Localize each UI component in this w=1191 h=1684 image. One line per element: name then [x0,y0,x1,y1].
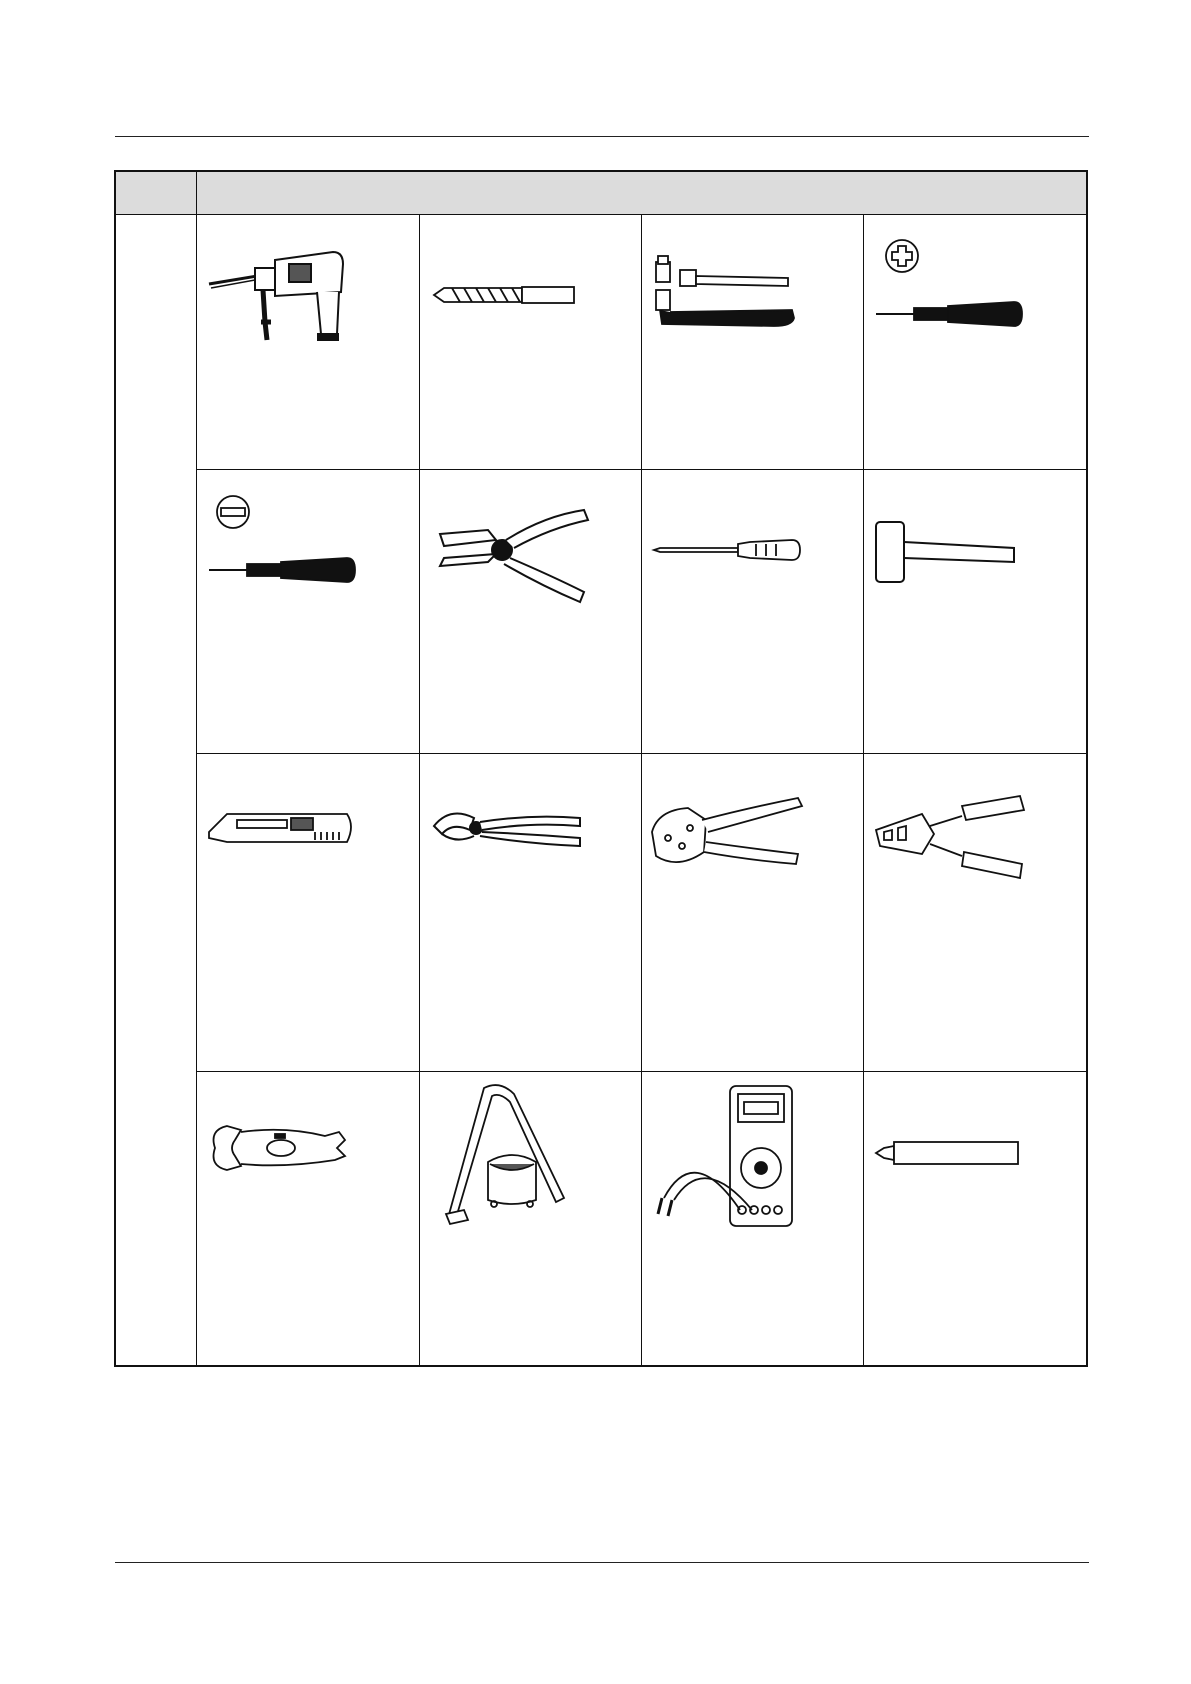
drill-bit-icon [430,280,580,310]
tool-cell-crimping-tool [642,754,863,1071]
tool-cell-screwdriver [642,470,863,753]
crimping-tool-icon [648,792,808,872]
socket-wrench-set-icon [654,256,804,336]
tool-cell-wire-stripper [420,470,641,753]
tool-cell-connector-wrench [197,1072,419,1365]
tool-cell-multimeter [642,1072,863,1365]
category-cell [116,215,196,1365]
tool-cell-hammer-drill [197,216,419,469]
multimeter-icon [654,1082,804,1232]
vacuum-cleaner-icon [444,1078,594,1228]
tool-cell-cable-cutter [420,754,641,1071]
tool-cell-flat-screwdriver [197,470,419,753]
utility-knife-icon [207,808,357,848]
tool-cell-vacuum [420,1072,641,1365]
wire-stripper-icon [434,506,594,606]
marker-icon [874,1138,1024,1168]
header-cell-tools [196,172,1086,215]
flat-head-symbol-icon [215,494,251,530]
tool-cell-mallet [864,470,1086,753]
hammer-drill-icon [205,238,355,348]
tool-cell-utility-knife [197,754,419,1071]
tool-cell-drill-bit [420,216,641,469]
header-rule [115,136,1089,137]
connector-wrench-icon [205,1118,365,1178]
tool-cell-socket-wrench [642,216,863,469]
tool-cell-rj45-crimper [864,754,1086,1071]
flat-head-torque-screwdriver-icon [207,554,357,586]
tools-table [114,170,1088,1367]
phillips-torque-screwdriver-icon [874,298,1024,330]
tool-cell-phillips-screwdriver [864,216,1086,469]
cable-cutter-icon [430,804,590,854]
phillips-head-symbol-icon [884,238,920,274]
header-cell-category [116,172,196,215]
footer-rule [115,1562,1089,1563]
tool-cell-marker [864,1072,1086,1365]
flat-head-screwdriver-icon [652,536,802,564]
rubber-mallet-icon [874,518,1024,588]
rj45-crimping-tool-icon [872,794,1032,884]
